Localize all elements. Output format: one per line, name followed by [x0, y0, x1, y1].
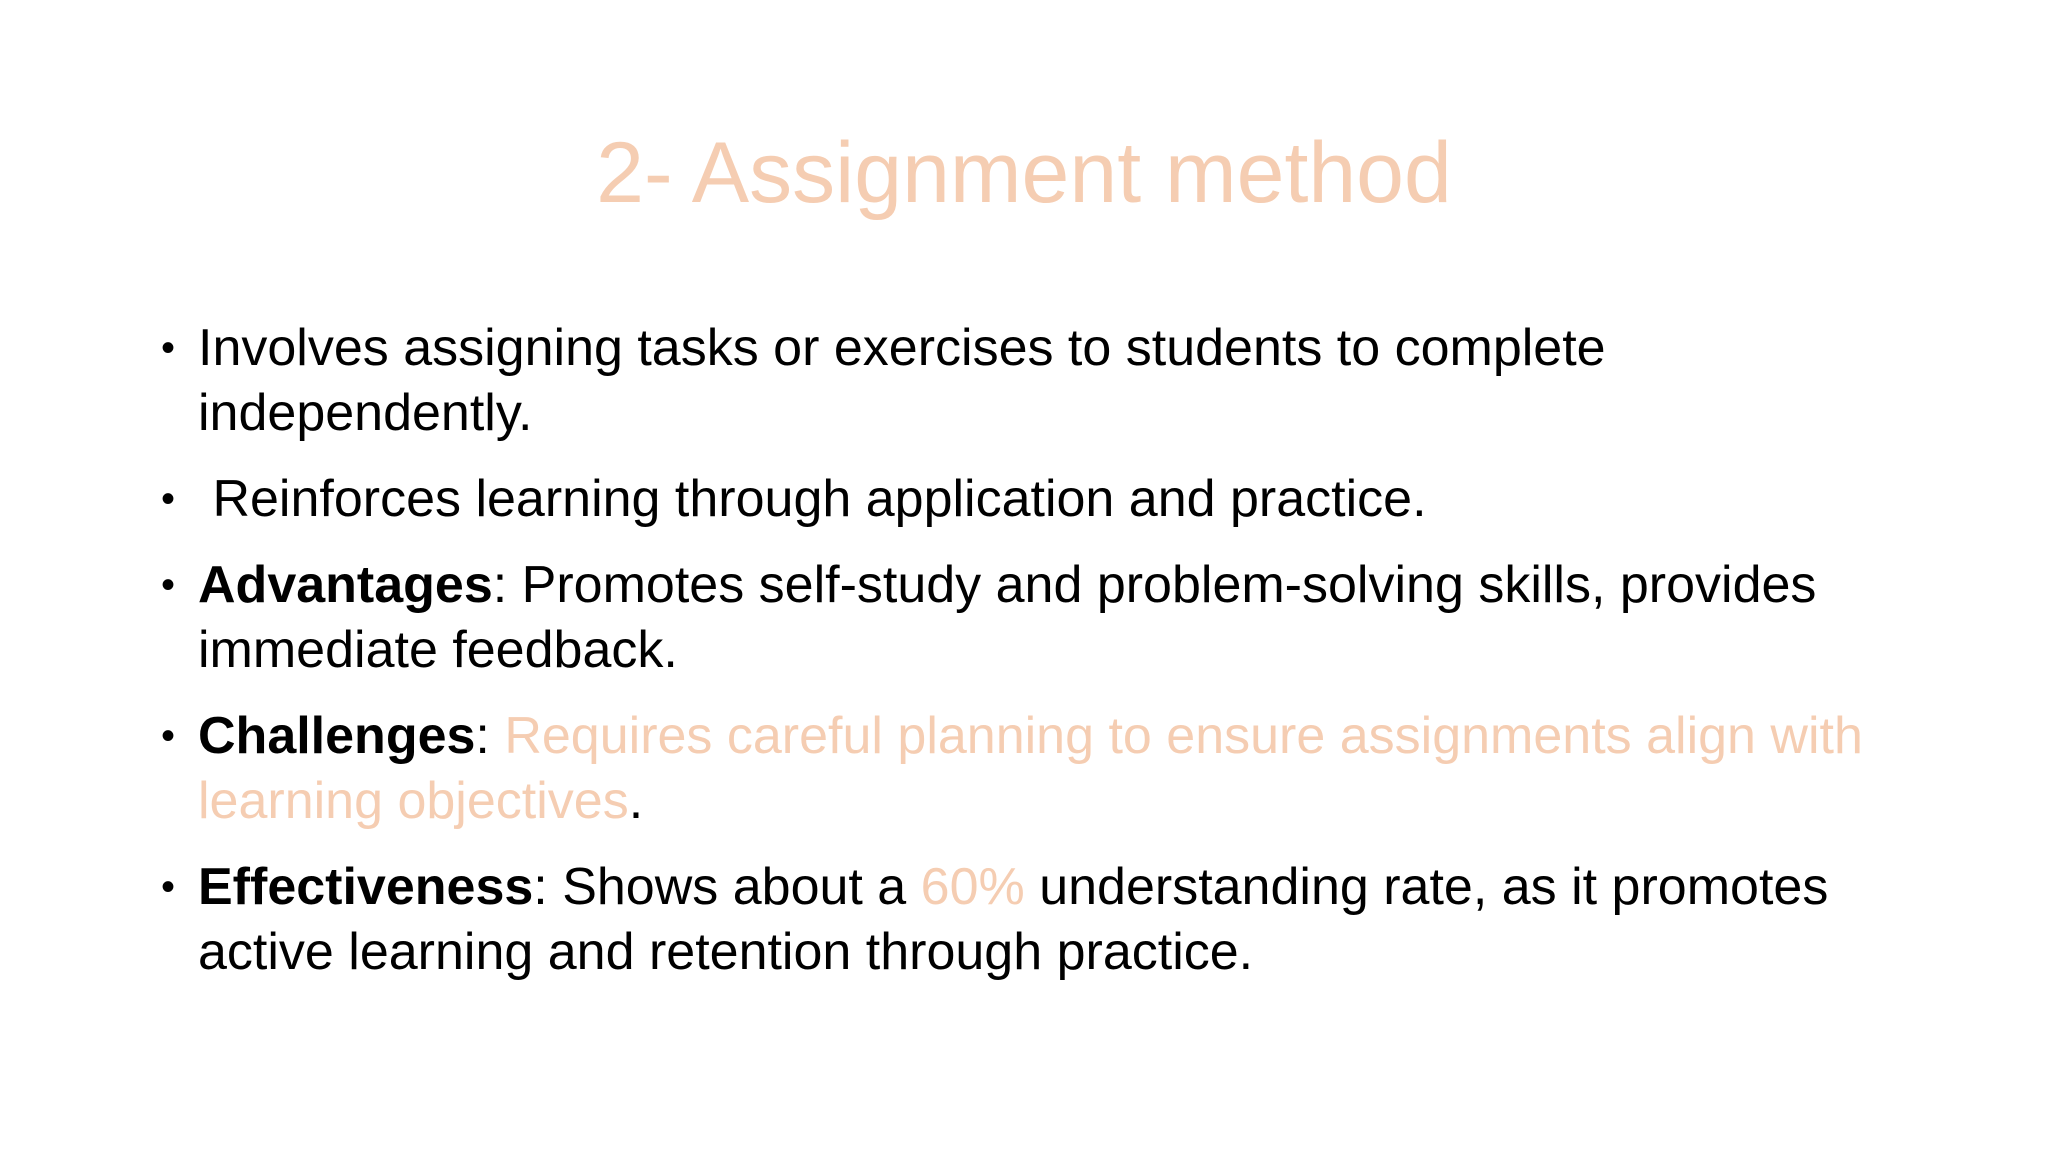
bullet-label-advantages: Advantages [198, 556, 493, 614]
bullet-item [154, 855, 1914, 985]
bullet-separator: : [533, 858, 563, 916]
bullet-text-before: Shows about a [562, 858, 921, 916]
bullet-label-challenges: Challenges [198, 707, 476, 765]
bullet-text: Involves assigning tasks or exercises to students to complete independently. [198, 319, 1606, 442]
bullet-text: Promotes self-study and problem-solving skills, provides immediate feedback. [198, 556, 1817, 679]
bullet-separator: : [492, 556, 522, 614]
bullet-item [154, 467, 1914, 532]
bullet-separator: : [475, 707, 505, 765]
bullet-label-effectiveness: Effectiveness [198, 858, 534, 916]
bullet-list [154, 316, 1914, 1006]
slide-title: 2- Assignment method [596, 125, 1452, 221]
bullet-point-icon: • [161, 865, 176, 909]
bullet-item [154, 316, 1914, 446]
bullet-point-icon: • [161, 326, 176, 370]
bullet-tail: . [628, 772, 644, 830]
bullet-accent-text: Requires careful planning to ensure assignments align with learning objectives [198, 707, 1863, 830]
understanding-rate-value: 60% [920, 858, 1025, 916]
bullet-text: Reinforces learning through application and practice. [198, 470, 1427, 528]
bullet-item [154, 553, 1914, 683]
bullet-point-icon: • [161, 714, 176, 758]
bullet-item [154, 704, 1914, 834]
bullet-point-icon: • [161, 477, 176, 521]
bullet-point-icon: • [161, 563, 176, 607]
bullet-text-after: understanding rate, as it promotes active learning and retention through practice. [198, 858, 1843, 981]
